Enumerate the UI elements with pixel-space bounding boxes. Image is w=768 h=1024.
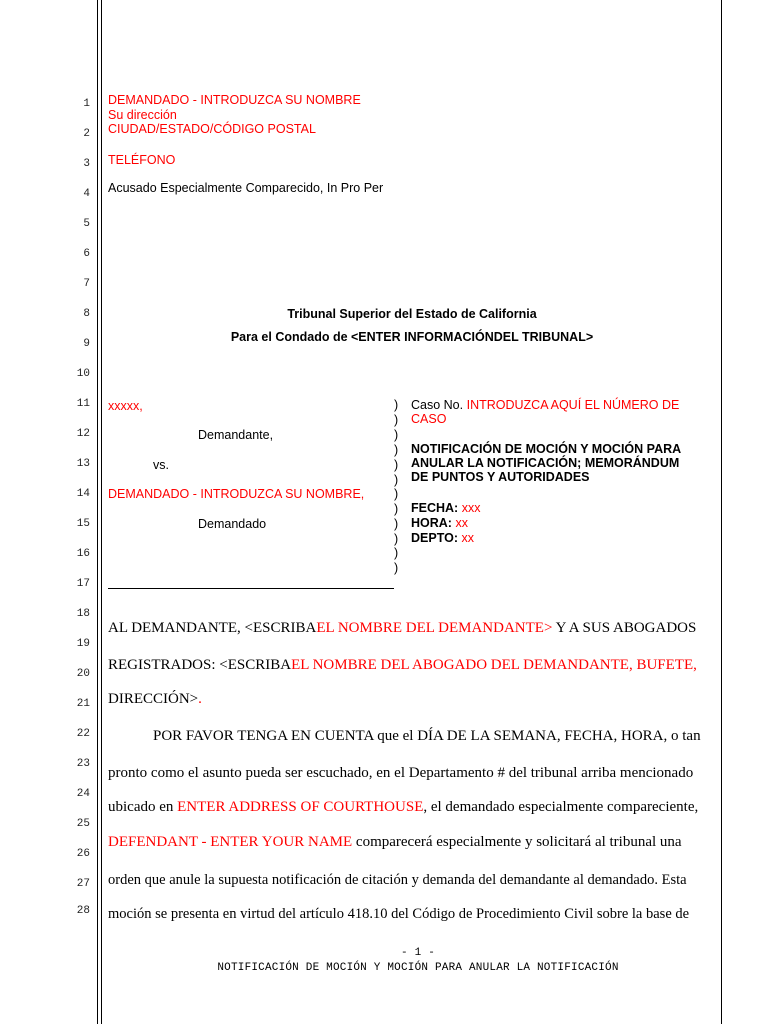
hearing-time [411,516,468,530]
line-number: 3 [83,158,90,170]
line-number: 11 [76,398,90,410]
caption-paren: ) [394,561,399,575]
caption-paren: ) [394,428,399,442]
caption-paren: ) [394,517,399,531]
caption-rule [108,588,394,589]
caption-paren: ) [394,413,399,427]
hearing-dept-label: DEPTO: [411,531,458,545]
case-number-line [411,398,679,412]
footer-title: NOTIFICACIÓN DE MOCIÓN Y MOCIÓN PARA ANULAR LA NOTIFICACIÓN [217,962,619,974]
line-number: 19 [76,638,90,650]
case-number-value-cont: CASO [411,412,447,426]
line-number: 25 [76,818,90,830]
caption-paren: ) [394,502,399,516]
line-number: 8 [83,308,90,320]
body-line-8: orden que anule la supuesta notificación de citación y demanda del demandante al demandado. Esta [108,872,687,888]
line-number: 6 [83,248,90,260]
defendant-role: Demandado [198,517,267,531]
body-line-7 [108,834,715,851]
header-city-state-zip: CIUDAD/ESTADO/CÓDIGO POSTAL [108,122,316,136]
line-number: 20 [76,668,90,680]
hearing-date-label: FECHA: [411,501,459,515]
hearing-dept [411,531,474,545]
line-number: 18 [76,608,90,620]
body-line-2 [108,657,715,674]
caption-paren: ) [394,458,399,472]
line-number: 22 [76,728,90,740]
line-number: 4 [83,188,90,200]
line-number: 13 [76,458,90,470]
caption-paren: ) [394,487,399,501]
hearing-date [411,501,480,515]
line-number: 24 [76,788,90,800]
caption-paren: ) [394,546,399,560]
body-text: comparecerá especialmente y solicitará al tribunal una [352,834,682,850]
line-number: 12 [76,428,90,440]
line-number: 7 [83,278,90,290]
body-text-placeholder: ENTER ADDRESS OF COURTHOUSE [177,799,424,815]
header-address: Su dirección [108,108,177,122]
line-number: 9 [83,338,90,350]
line-number: 5 [83,218,90,230]
line-number: 16 [76,548,90,560]
body-text-placeholder: . [198,691,202,707]
versus-label: vs. [153,458,169,472]
left-margin-line-outer [97,0,98,1024]
body-text-placeholder: DEFENDANT - ENTER YOUR NAME [108,834,353,850]
hearing-date-value: xxx [461,501,481,515]
line-number: 23 [76,758,90,770]
caption-paren: ) [394,532,399,546]
line-number: 27 [76,878,90,890]
line-number: 1 [83,98,90,110]
footer-page-number: - 1 - [400,947,435,959]
document-title-line-2: ANULAR LA NOTIFICACIÓN; MEMORÁNDUM [411,456,680,470]
document-title-line-3: DE PUNTOS Y AUTORIDADES [411,470,590,484]
hearing-time-label: HORA: [411,516,452,530]
case-number-label: Caso No. [411,398,464,412]
line-number: 14 [76,488,90,500]
court-name: Tribunal Superior del Estado de California [287,307,537,321]
line-number: 15 [76,518,90,530]
line-number: 2 [83,128,90,140]
hearing-dept-value: xx [461,531,474,545]
body-text: ubicado en [108,799,178,815]
plaintiff-role: Demandante, [198,428,274,442]
caption-paren: ) [394,473,399,487]
body-line-6 [108,799,715,816]
body-line-9: moción se presenta en virtud del artículo 418.10 del Código de Procedimiento Civil sobre la base de [108,906,690,922]
caption-paren: ) [394,443,399,457]
header-phone: TELÉFONO [108,153,176,167]
court-county: Para el Condado de <ENTER INFORMACIÓNDEL TRIBUNAL> [230,330,594,344]
body-line-3 [108,691,715,708]
line-number: 17 [76,578,90,590]
document-title-line-1: NOTIFICACIÓN DE MOCIÓN Y MOCIÓN PARA [411,442,682,456]
plaintiff-name: xxxxx, [108,399,143,413]
header-defendant-name: DEMANDADO - INTRODUZCA SU NOMBRE [108,93,361,107]
line-number: 21 [76,698,90,710]
body-text-placeholder: EL NOMBRE DEL DEMANDANTE> [316,620,553,636]
left-margin-line-inner [101,0,102,1024]
case-number-value: INTRODUZCA AQUÍ EL NÚMERO DE [466,398,680,412]
body-line-5: pronto como el asunto pueda ser escuchado, en el Departamento # del tribunal arriba mencionado [108,765,694,781]
caption-paren: ) [394,398,399,412]
line-number: 10 [76,368,90,380]
body-text: Y A SUS ABOGADOS [552,620,697,636]
right-margin-line [721,0,722,1024]
body-text: AL DEMANDANTE, <ESCRIBA [108,620,317,636]
body-text-placeholder: EL NOMBRE DEL ABOGADO DEL DEMANDANTE, BUFETE, [291,657,697,673]
body-line-4: POR FAVOR TENGA EN CUENTA que el DÍA DE LA SEMANA, FECHA, HORA, o tan [153,728,701,744]
defendant-name: DEMANDADO - INTRODUZCA SU NOMBRE, [108,487,365,501]
body-text: REGISTRADOS: <ESCRIBA [108,657,292,673]
body-text: DIRECCIÓN> [108,691,199,707]
body-text: , el demandado especialmente compareciente, [423,799,699,815]
line-number: 28 [76,905,90,917]
line-number: 26 [76,848,90,860]
hearing-time-value: xx [455,516,468,530]
body-line-1 [108,620,715,637]
header-role: Acusado Especialmente Comparecido, In Pro Per [108,181,384,195]
